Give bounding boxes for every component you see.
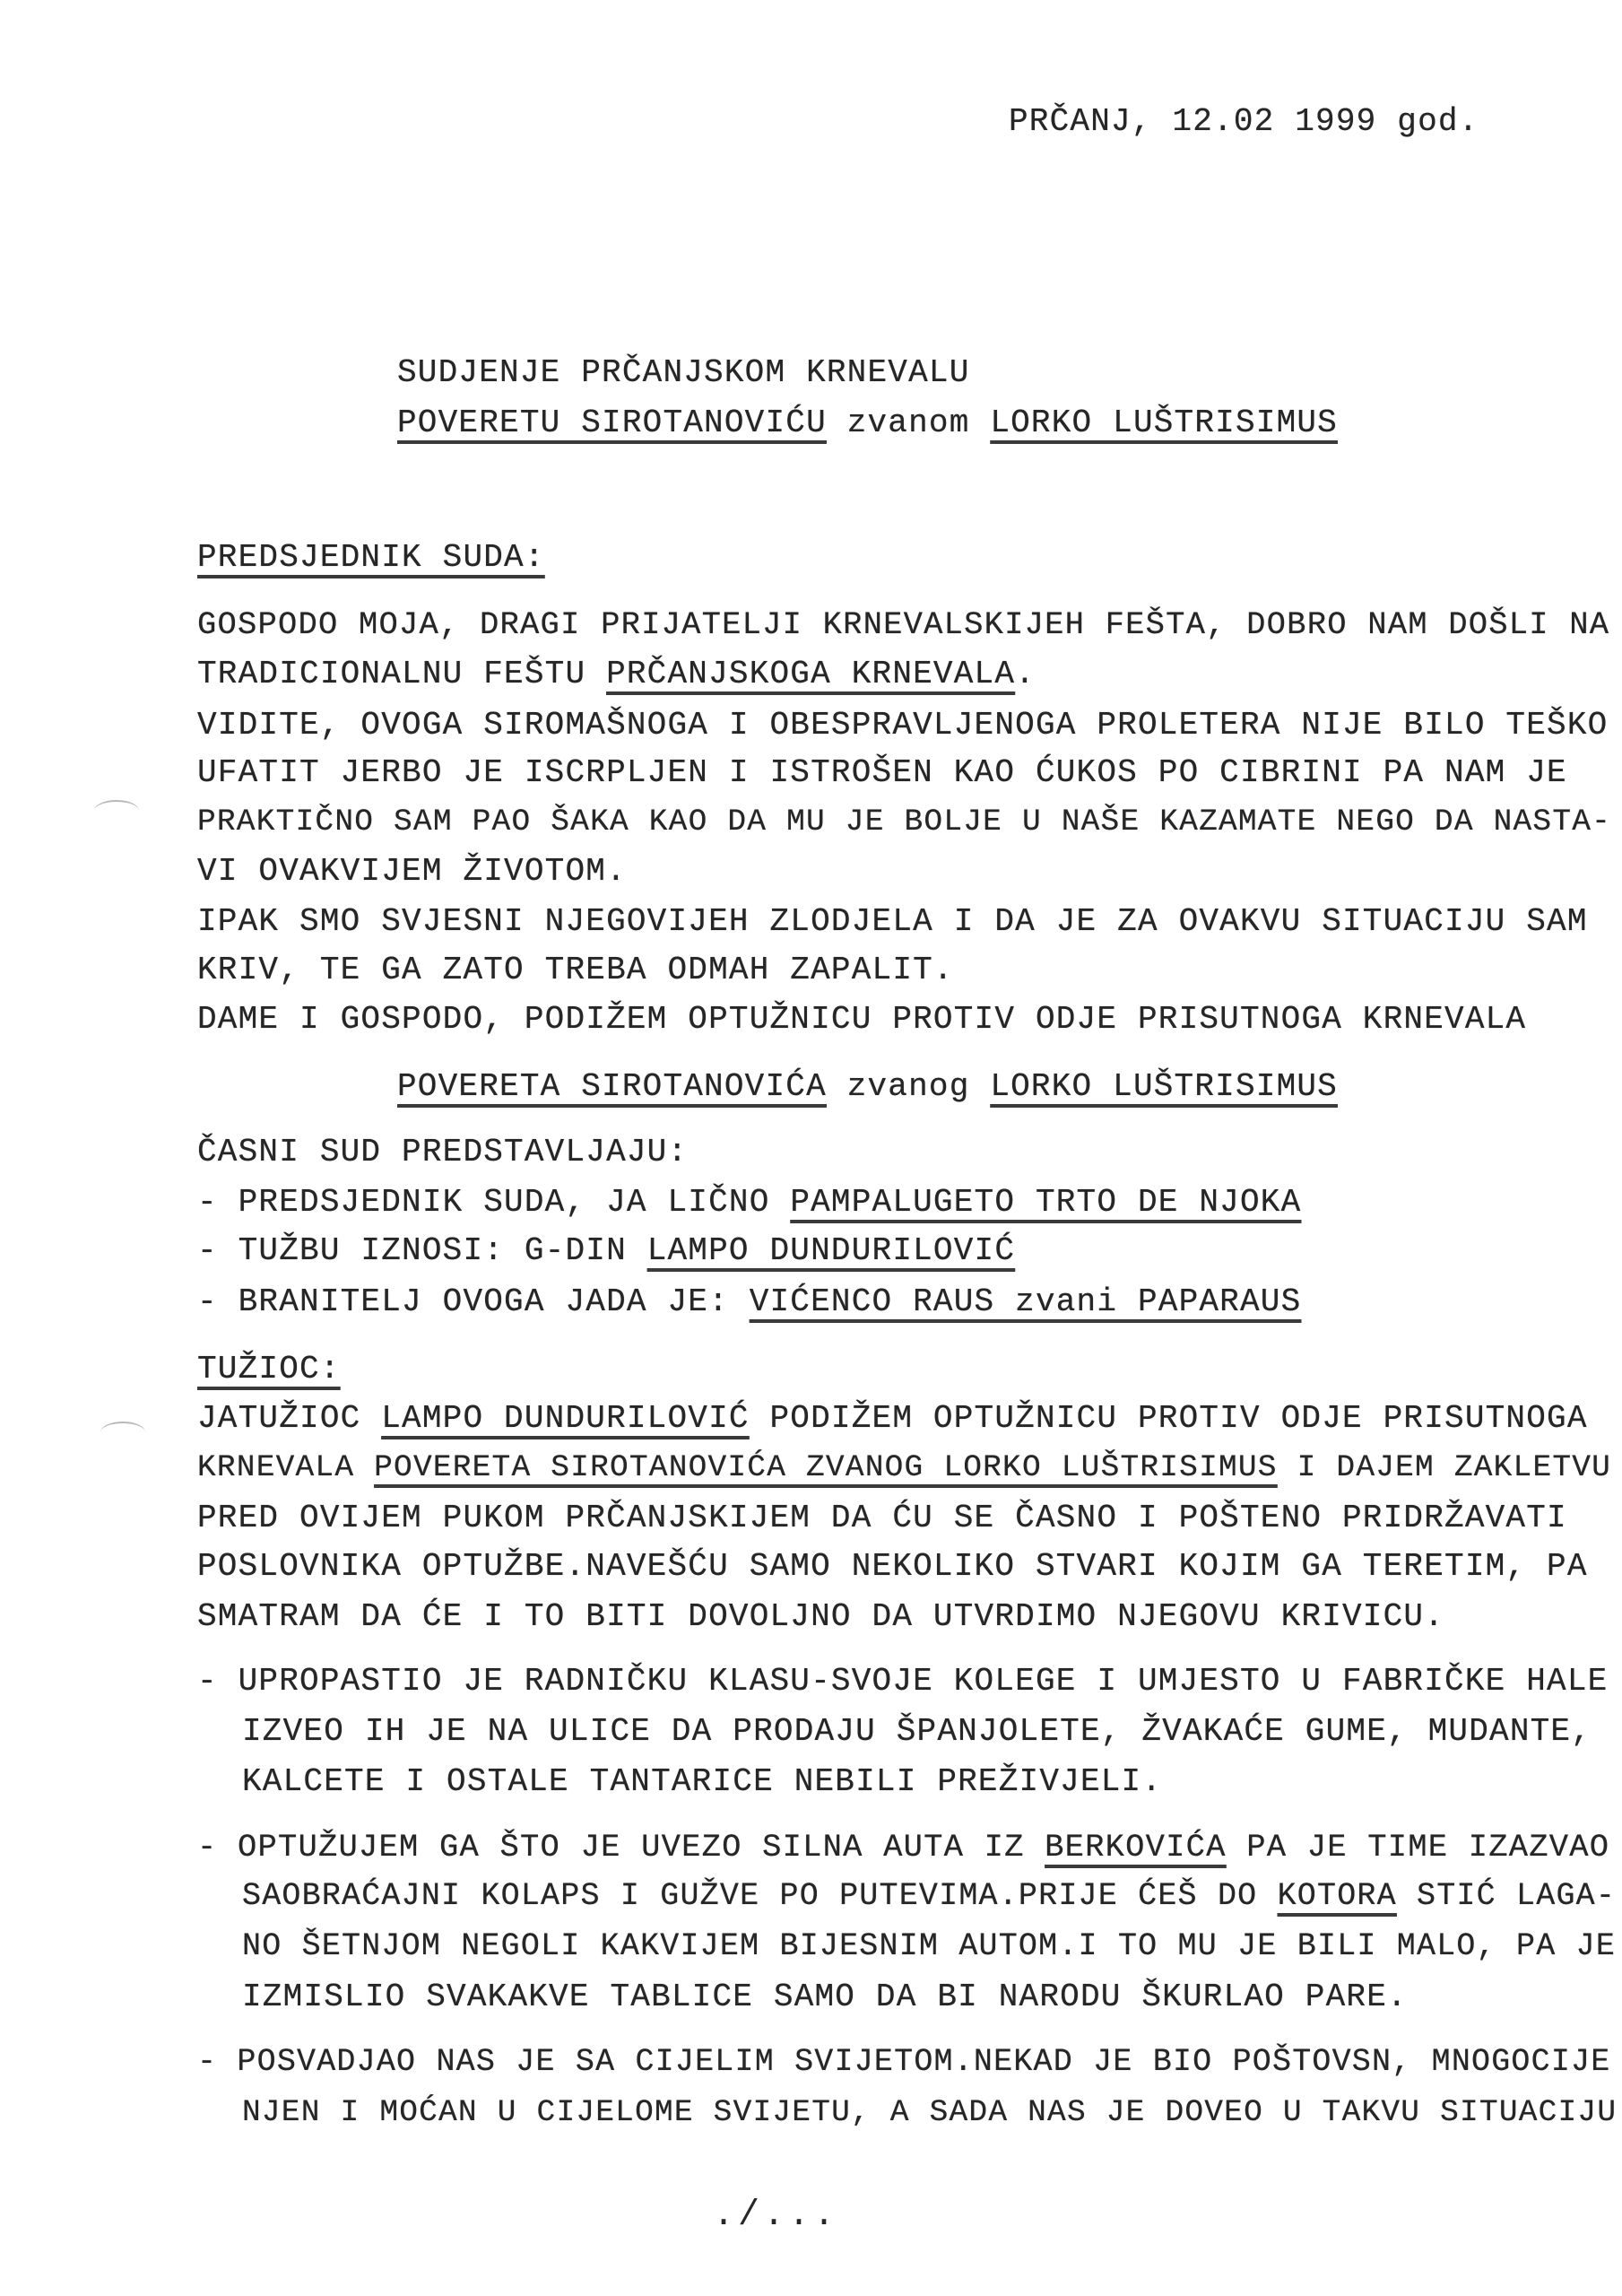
accused-line bbox=[397, 1068, 1338, 1105]
role: - PREDSJEDNIK SUDA, JA LIČNO bbox=[197, 1184, 791, 1221]
accused-alias: LORKO LUŠTRISIMUS bbox=[990, 1068, 1338, 1105]
charge-1-line: KALCETE I OSTALE TANTARICE NEBILI PREŽIVJELI. bbox=[242, 1763, 1163, 1800]
court-member bbox=[197, 1184, 1302, 1221]
charge-1-line: - UPROPASTIO JE RADNIČKU KLASU-SVOJE KOLEGE I UMJESTO U FABRIČKE HALE bbox=[197, 1663, 1609, 1700]
alias-connector: zvanom bbox=[846, 404, 970, 441]
charge-2-line: IZMISLIO SVAKAKVE TABLICE SAMO DA BI NARODU ŠKURLAO PARE. bbox=[242, 1979, 1408, 2015]
body-line: PRED OVIJEM PUKOM PRČANJSKIJEM DA ĆU SE ČASNO I POŠTENO PRIDRŽAVATI bbox=[197, 1500, 1567, 1536]
body-line: GOSPODO MOJA, DRAGI PRIJATELJI KRNEVALSKIJEH FEŠTA, DOBRO NAM DOŠLI NA bbox=[197, 606, 1610, 643]
prosecutor-name: LAMPO DUNDURILOVIĆ bbox=[381, 1400, 750, 1437]
punch-hole-mark bbox=[100, 1422, 145, 1443]
member-name: PAMPALUGETO TRTO DE NJOKA bbox=[790, 1184, 1302, 1221]
alias-connector: zvanog bbox=[846, 1068, 970, 1105]
court-member bbox=[197, 1283, 1302, 1320]
text: - OPTUŽUJEM GA ŠTO JE UVEZO SILNA AUTA IZ bbox=[197, 1829, 1045, 1866]
text: PODIŽEM OPTUŽNICU PROTIV ODJE PRISUTNOGA bbox=[749, 1400, 1588, 1437]
charge-2-line bbox=[197, 1831, 1609, 1864]
member-name: LAMPO DUNDURILOVIĆ bbox=[646, 1232, 1016, 1269]
place-name: BERKOVIĆA bbox=[1045, 1829, 1227, 1866]
body-line: VIDITE, OVOGA SIROMAŠNOGA I OBESPRAVLJENOGA PROLETERA NIJE BILO TEŠKO bbox=[197, 707, 1609, 744]
charge-3-line: NJEN I MOĆAN U CIJELOME SVIJETU, A SADA NAS JE DOVEO U TAKVU SITUACIJU bbox=[242, 2095, 1618, 2130]
prosecutor-heading bbox=[197, 1353, 341, 1386]
president-heading-text: PREDSJEDNIK SUDA: bbox=[197, 539, 545, 576]
text: I DAJEM ZAKLETVU bbox=[1277, 1450, 1612, 1485]
body-line bbox=[197, 658, 1036, 691]
text: . bbox=[1015, 656, 1036, 692]
body-line: DAME I GOSPODO, PODIŽEM OPTUŽNICU PROTIV ODJE PRISUTNOGA KRNEVALA bbox=[197, 1001, 1527, 1038]
accused-full-name: POVERETA SIROTANOVIĆA ZVANOG LORKO LUŠTRISIMUS bbox=[374, 1450, 1278, 1485]
body-line: IPAK SMO SVJESNI NJEGOVIJEH ZLODJELA I DA JE ZA OVAKVU SITUACIJU SAM bbox=[197, 903, 1588, 940]
body-line: SMATRAM DA ĆE I TO BITI DOVOLJNO DA UTVRDIMO NJEGOVU KRIVICU. bbox=[197, 1598, 1445, 1635]
charge-2-line bbox=[242, 1878, 1617, 1914]
text: STIĆ LAGA- bbox=[1396, 1878, 1617, 1914]
president-heading bbox=[197, 539, 545, 576]
continued-marker: ./... bbox=[713, 2196, 839, 2236]
body-line bbox=[197, 1450, 1612, 1485]
text: TRADICIONALNU FEŠTU bbox=[197, 656, 607, 692]
body-line: VI OVAKVIJEM ŽIVOTOM. bbox=[197, 853, 627, 890]
charge-3-line: - POSVADJAO NAS JE SA CIJELIM SVIJETOM.NEKAD JE BIO POŠTOVSN, MNOGOCIJE bbox=[197, 2044, 1611, 2080]
body-line: PRAKTIČNO SAM PAO ŠAKA KAO DA MU JE BOLJE U NAŠE KAZAMATE NEGO DA NASTA- bbox=[197, 804, 1612, 839]
title-line-2 bbox=[397, 404, 1338, 441]
prosecutor-heading-text: TUŽIOC: bbox=[197, 1351, 341, 1387]
title-line-1: SUDJENJE PRČANJSKOM KRNEVALU bbox=[397, 354, 970, 391]
carnival-name: PRČANJSKOGA KRNEVALA bbox=[606, 656, 1016, 692]
body-line: KRIV, TE GA ZATO TREBA ODMAH ZAPALIT. bbox=[197, 952, 954, 988]
role: - BRANITELJ OVOGA JADA JE: bbox=[197, 1283, 750, 1320]
place-date: PRČANJ, 12.02 1999 god. bbox=[1009, 103, 1479, 140]
text: KRNEVALA bbox=[197, 1450, 375, 1485]
text: JATUŽIOC bbox=[197, 1400, 382, 1437]
body-line: UFATIT JERBO JE ISCRPLJEN I ISTROŠEN KAO ĆUKOS PO CIBRINI PA NAM JE bbox=[197, 754, 1567, 791]
accused-name: POVERETU SIROTANOVIĆU bbox=[397, 404, 827, 441]
text: PA JE TIME IZAZVAO bbox=[1226, 1829, 1610, 1866]
role: - TUŽBU IZNOSI: G-DIN bbox=[197, 1232, 647, 1269]
court-member bbox=[197, 1232, 1016, 1269]
body-line bbox=[197, 1400, 1588, 1437]
body-line: POSLOVNIKA OPTUŽBE.NAVEŠĆU SAMO NEKOLIKO STVARI KOJIM GA TERETIM, PA bbox=[197, 1548, 1588, 1585]
text: SAOBRAĆAJNI KOLAPS I GUŽVE PO PUTEVIMA.PRIJE ĆEŠ DO bbox=[242, 1878, 1278, 1914]
punch-hole-mark bbox=[94, 800, 139, 822]
member-name: VIĆENCO RAUS zvani PAPARAUS bbox=[749, 1283, 1302, 1320]
accused-alias: LORKO LUŠTRISIMUS bbox=[990, 404, 1338, 441]
place-name: KOTORA bbox=[1277, 1878, 1397, 1914]
charge-1-line: IZVEO IH JE NA ULICE DA PRODAJU ŠPANJOLETE, ŽVAKAĆE GUME, MUDANTE, bbox=[242, 1713, 1592, 1750]
charge-2-line: NO ŠETNJOM NEGOLI KAKVIJEM BIJESNIM AUTOM.I TO MU JE BILI MALO, PA JE bbox=[242, 1928, 1617, 1964]
court-heading: ČASNI SUD PREDSTAVLJAJU: bbox=[197, 1134, 689, 1170]
accused-name: POVERETA SIROTANOVIĆA bbox=[397, 1068, 827, 1105]
